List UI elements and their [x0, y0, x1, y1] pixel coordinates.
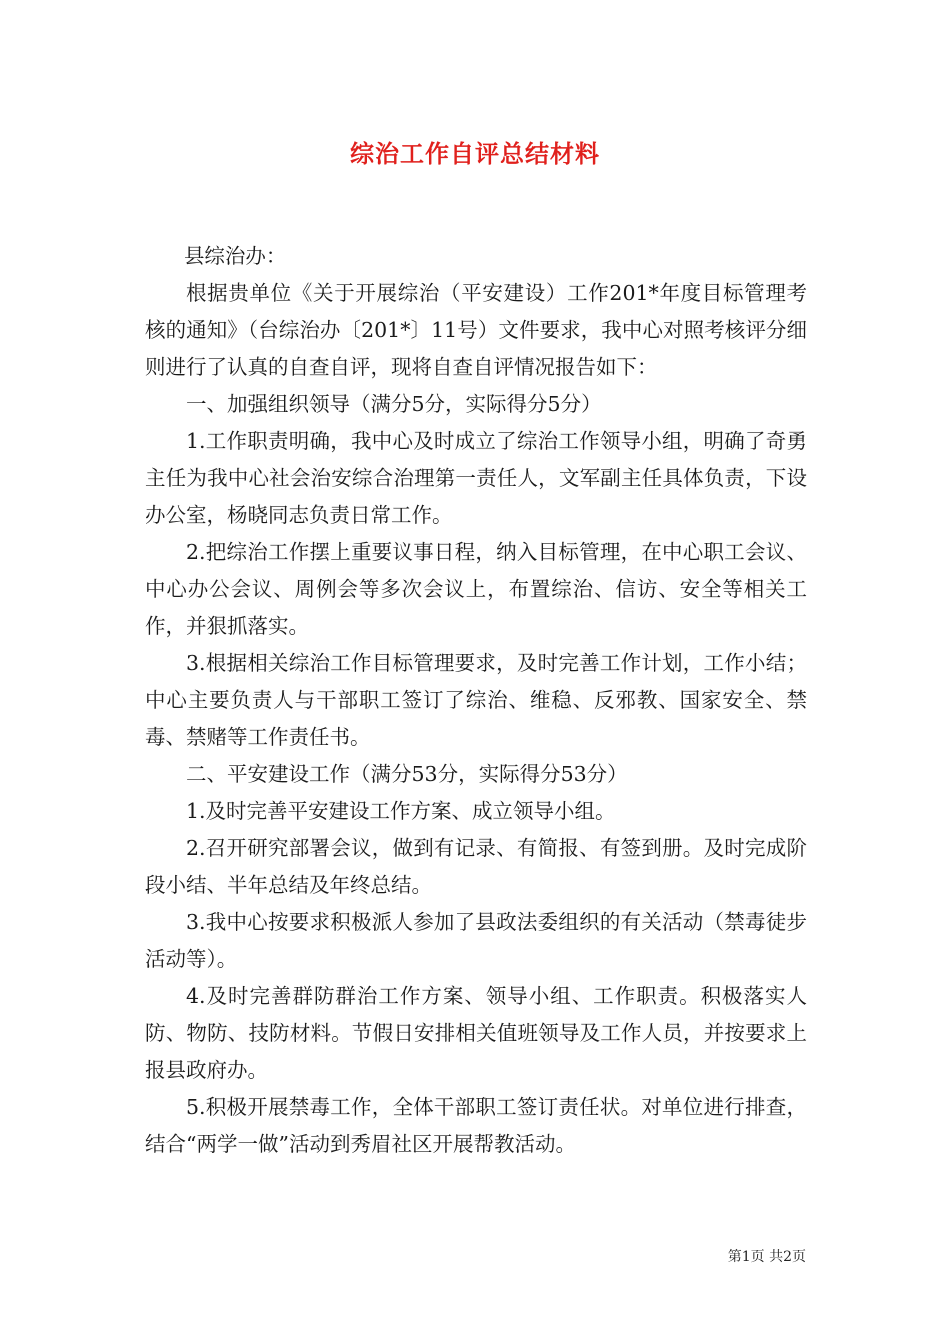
document-title: 综治工作自评总结材料: [350, 139, 600, 168]
paragraph-item: 2.召开研究部署会议，做到有记录、有简报、有签到册。及时完成阶段小结、半年总结及年终总结。: [145, 836, 807, 897]
document-body: [145, 238, 807, 1163]
paragraph-item: 1.及时完善平安建设工作方案、成立领导小组。: [186, 799, 616, 823]
paragraph-item: 5.积极开展禁毒工作，全体干部职工签订责任状。对单位进行排查，结合“两学一做”活动到秀眉社区开展帮教活动。: [145, 1095, 807, 1156]
paragraph-intro: 根据贵单位《关于开展综治（平安建设）工作201*年度目标管理考核的通知》（台综治办〔201*〕11号）文件要求，我中心对照考核评分细则进行了认真的自查自评，现将自查自评情况报告如下：: [145, 281, 807, 379]
paragraph-item: 3.根据相关综治工作目标管理要求，及时完善工作计划，工作小结；中心主要负责人与干部职工签订了综治、维稳、反邪教、国家安全、禁毒、禁赌等工作责任书。: [145, 651, 807, 749]
paragraph-item: 3.我中心按要求积极派人参加了县政法委组织的有关活动（禁毒徒步活动等）。: [145, 910, 807, 971]
section-heading-2: 二、平安建设工作（满分53分，实际得分53分）: [186, 762, 628, 786]
paragraph-item: 1.工作职责明确，我中心及时成立了综治工作领导小组，明确了奇勇主任为我中心社会治安综合治理第一责任人，文军副主任具体负责，下设办公室，杨晓同志负责日常工作。: [145, 429, 807, 527]
salutation: 县综治办：: [183, 244, 287, 268]
paragraph-item: 2.把综治工作摆上重要议事日程，纳入目标管理，在中心职工会议、中心办公会议、周例会等多次会议上，布置综治、信访、安全等相关工作，并狠抓落实。: [145, 540, 807, 638]
page-number-footer: 第1页 共2页: [727, 1249, 806, 1265]
section-heading-1: 一、加强组织领导（满分5分，实际得分5分）: [186, 392, 602, 416]
paragraph-item: 4.及时完善群防群治工作方案、领导小组、工作职责。积极落实人防、物防、技防材料。节假日安排相关值班领导及工作人员，并按要求上报县政府办。: [145, 984, 807, 1082]
